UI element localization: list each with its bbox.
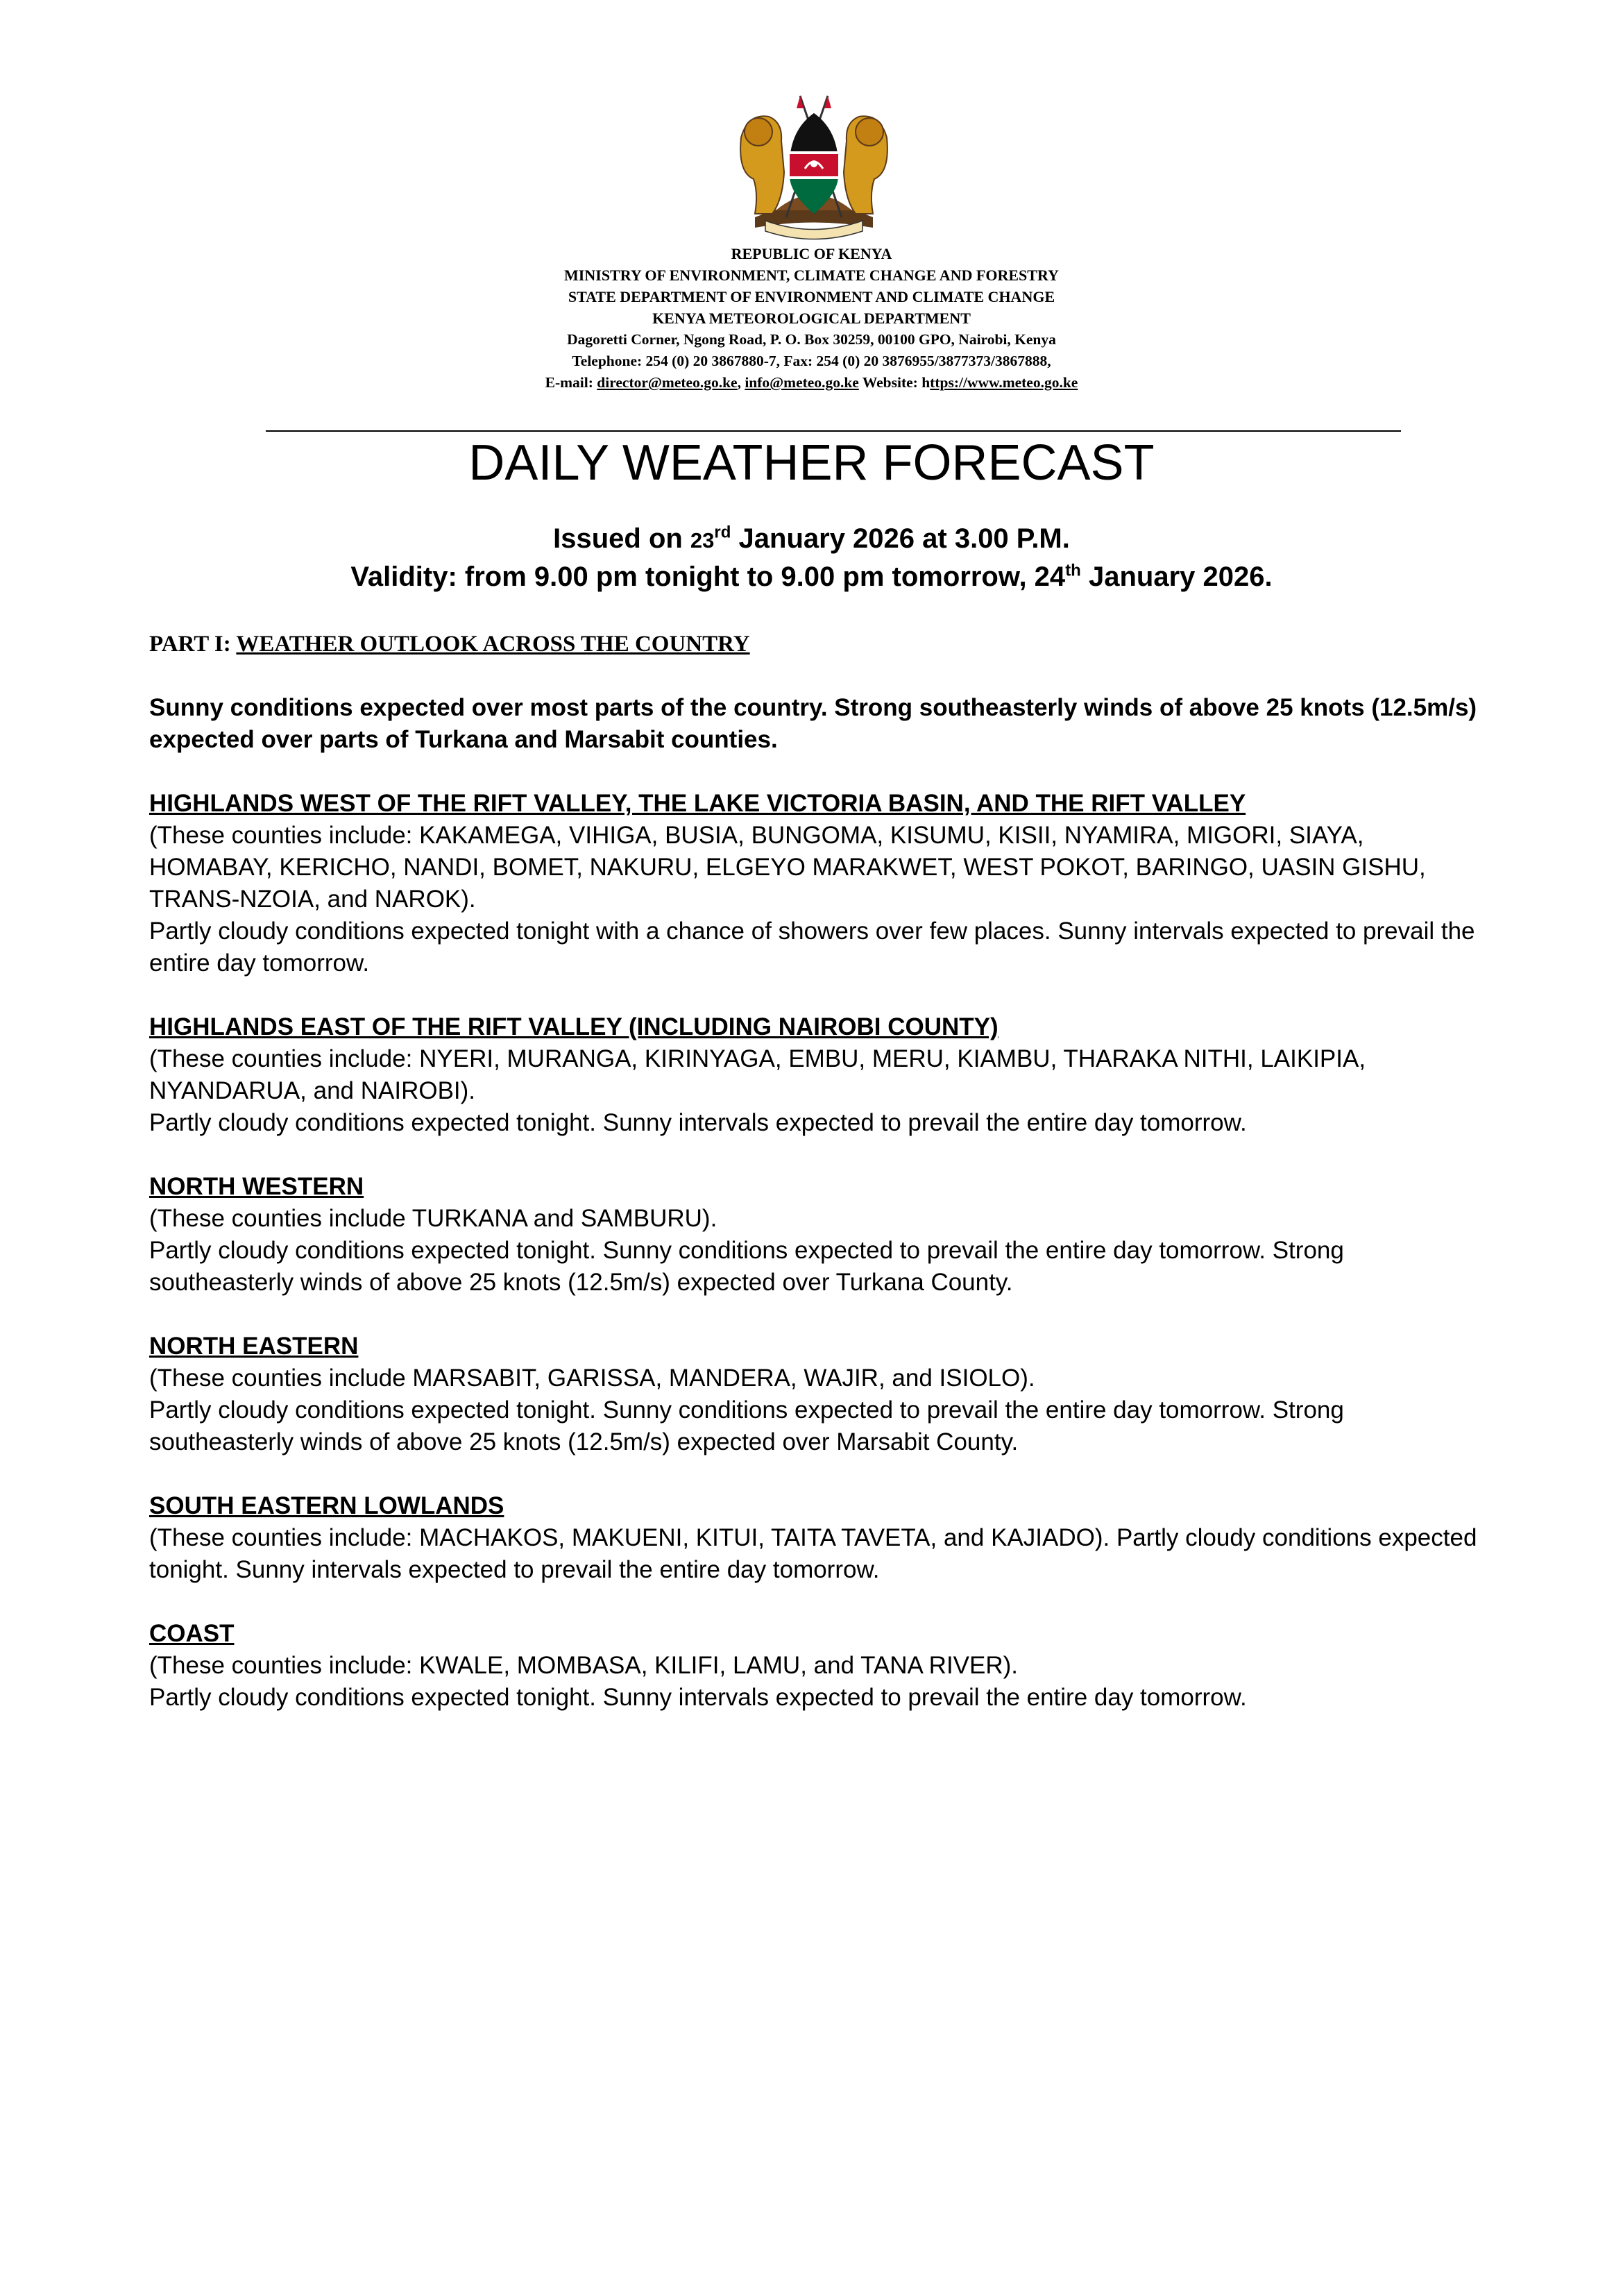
forecast-summary: Sunny conditions expected over most parts of the country. Strong southeasterly winds of above 25 knots (12.5m/s) expected over parts of Turkana and Marsabit counties.	[149, 694, 1477, 753]
page-title: DAILY WEATHER FORECAST	[468, 435, 1155, 491]
region-counties: (These counties include: NYERI, MURANGA, KIRINYAGA, EMBU, MERU, KIAMBU, THARAKA NITHI, LAIKIPIA, NYANDARUA, and NAIROBI).	[149, 1045, 1366, 1104]
ministry-line: MINISTRY OF ENVIRONMENT, CLIMATE CHANGE AND FORESTRY	[564, 267, 1059, 284]
forecast-content	[149, 692, 1481, 1746]
validity-line	[0, 559, 1623, 595]
issued-rest: January 2026 at 3.00 P.M.	[731, 523, 1070, 554]
department-line: KENYA METEOROLOGICAL DEPARTMENT	[652, 310, 971, 327]
region-title: NORTH WESTERN	[149, 1173, 364, 1200]
region-section	[149, 788, 1481, 979]
region-section	[149, 1011, 1481, 1139]
contact-line	[0, 372, 1623, 394]
issued-day: 23	[690, 528, 715, 552]
part-label: PART I:	[149, 632, 237, 657]
region-section	[149, 1490, 1481, 1586]
issue-info	[0, 521, 1623, 595]
address-line: Dagoretti Corner, Ngong Road, P. O. Box 30259, 00100 GPO, Nairobi, Kenya	[567, 331, 1056, 348]
region-forecast: Partly cloudy conditions expected tonight with a chance of showers over few places. Sunny intervals expected to prevail the entire day tomorrow.	[149, 918, 1475, 977]
region-title: COAST	[149, 1620, 235, 1647]
issued-day-suffix: rd	[714, 523, 731, 542]
kenya-coat-of-arms-logo	[727, 89, 901, 242]
email-separator: ,	[737, 374, 745, 391]
region-section	[149, 1618, 1481, 1714]
region-counties: (These counties include: KWALE, MOMBASA, KILIFI, LAMU, and TANA RIVER).	[149, 1652, 1019, 1679]
validity-day-suffix: th	[1065, 561, 1081, 580]
letterhead	[0, 243, 1623, 394]
region-title: HIGHLANDS WEST OF THE RIFT VALLEY, THE LAKE VICTORIA BASIN, AND THE RIFT VALLEY	[149, 790, 1246, 817]
part-title: WEATHER OUTLOOK ACROSS THE COUNTRY	[236, 632, 750, 657]
region-counties: (These counties include: KAKAMEGA, VIHIGA, BUSIA, BUNGOMA, KISUMU, KISII, NYAMIRA, MIGORI, SIAYA, HOMABAY, KERICHO, NANDI, BOMET, NAKURU, ELGEYO MARAKWET, WEST POKOT, BARINGO, UASIN GISHU, TRANS-NZOIA, and NAROK).	[149, 822, 1426, 913]
region-forecast: Partly cloudy conditions expected tonight. Sunny conditions expected to prevail the entire day tomorrow. Strong southeasterly winds of above 25 knots (12.5m/s) expected over Marsabit County.	[149, 1396, 1344, 1455]
region-counties: (These counties include: MACHAKOS, MAKUENI, KITUI, TAITA TAVETA, and KAJIADO). Partly cloudy conditions expected tonight. Sunny intervals expected to prevail the entire day tomorrow.	[149, 1524, 1477, 1583]
region-forecast: Partly cloudy conditions expected tonight. Sunny conditions expected to prevail the entire day tomorrow. Strong southeasterly winds of above 25 knots (12.5m/s) expected over Turkana County.	[149, 1237, 1344, 1296]
website-link[interactable]: ttps://www.meteo.go.ke	[930, 374, 1078, 391]
region-title: SOUTH EASTERN LOWLANDS	[149, 1492, 504, 1519]
email-label: E-mail:	[545, 374, 597, 391]
region-title: NORTH EASTERN	[149, 1333, 359, 1360]
region-title: HIGHLANDS EAST OF THE RIFT VALLEY (INCLUDING NAIROBI COUNTY)	[149, 1013, 999, 1040]
email-link-info[interactable]: info@meteo.go.ke	[745, 374, 859, 391]
issued-prefix: Issued on	[553, 523, 690, 554]
region-forecast: Partly cloudy conditions expected tonight. Sunny intervals expected to prevail the entire day tomorrow.	[149, 1109, 1247, 1136]
region-section	[149, 1331, 1481, 1458]
website-label: Website: h	[858, 374, 931, 391]
region-forecast: Partly cloudy conditions expected tonight. Sunny intervals expected to prevail the entire day tomorrow.	[149, 1684, 1247, 1711]
state-department-line: STATE DEPARTMENT OF ENVIRONMENT AND CLIMATE CHANGE	[568, 288, 1055, 305]
email-link-director[interactable]: director@meteo.go.ke	[597, 374, 738, 391]
region-counties: (These counties include TURKANA and SAMBURU).	[149, 1205, 717, 1232]
telephone-line: Telephone: 254 (0) 20 3867880-7, Fax: 254 (0) 20 3876955/3877373/3867888,	[572, 353, 1051, 369]
issued-line	[0, 521, 1623, 559]
validity-prefix: Validity: from 9.00 pm tonight to 9.00 pm tomorrow, 24	[350, 562, 1066, 592]
republic-line: REPUBLIC OF KENYA	[731, 245, 892, 262]
region-counties: (These counties include MARSABIT, GARISSA, MANDERA, WAJIR, and ISIOLO).	[149, 1365, 1035, 1392]
region-section	[149, 1171, 1481, 1299]
part-heading	[149, 630, 750, 658]
validity-rest: January 2026.	[1080, 562, 1273, 592]
